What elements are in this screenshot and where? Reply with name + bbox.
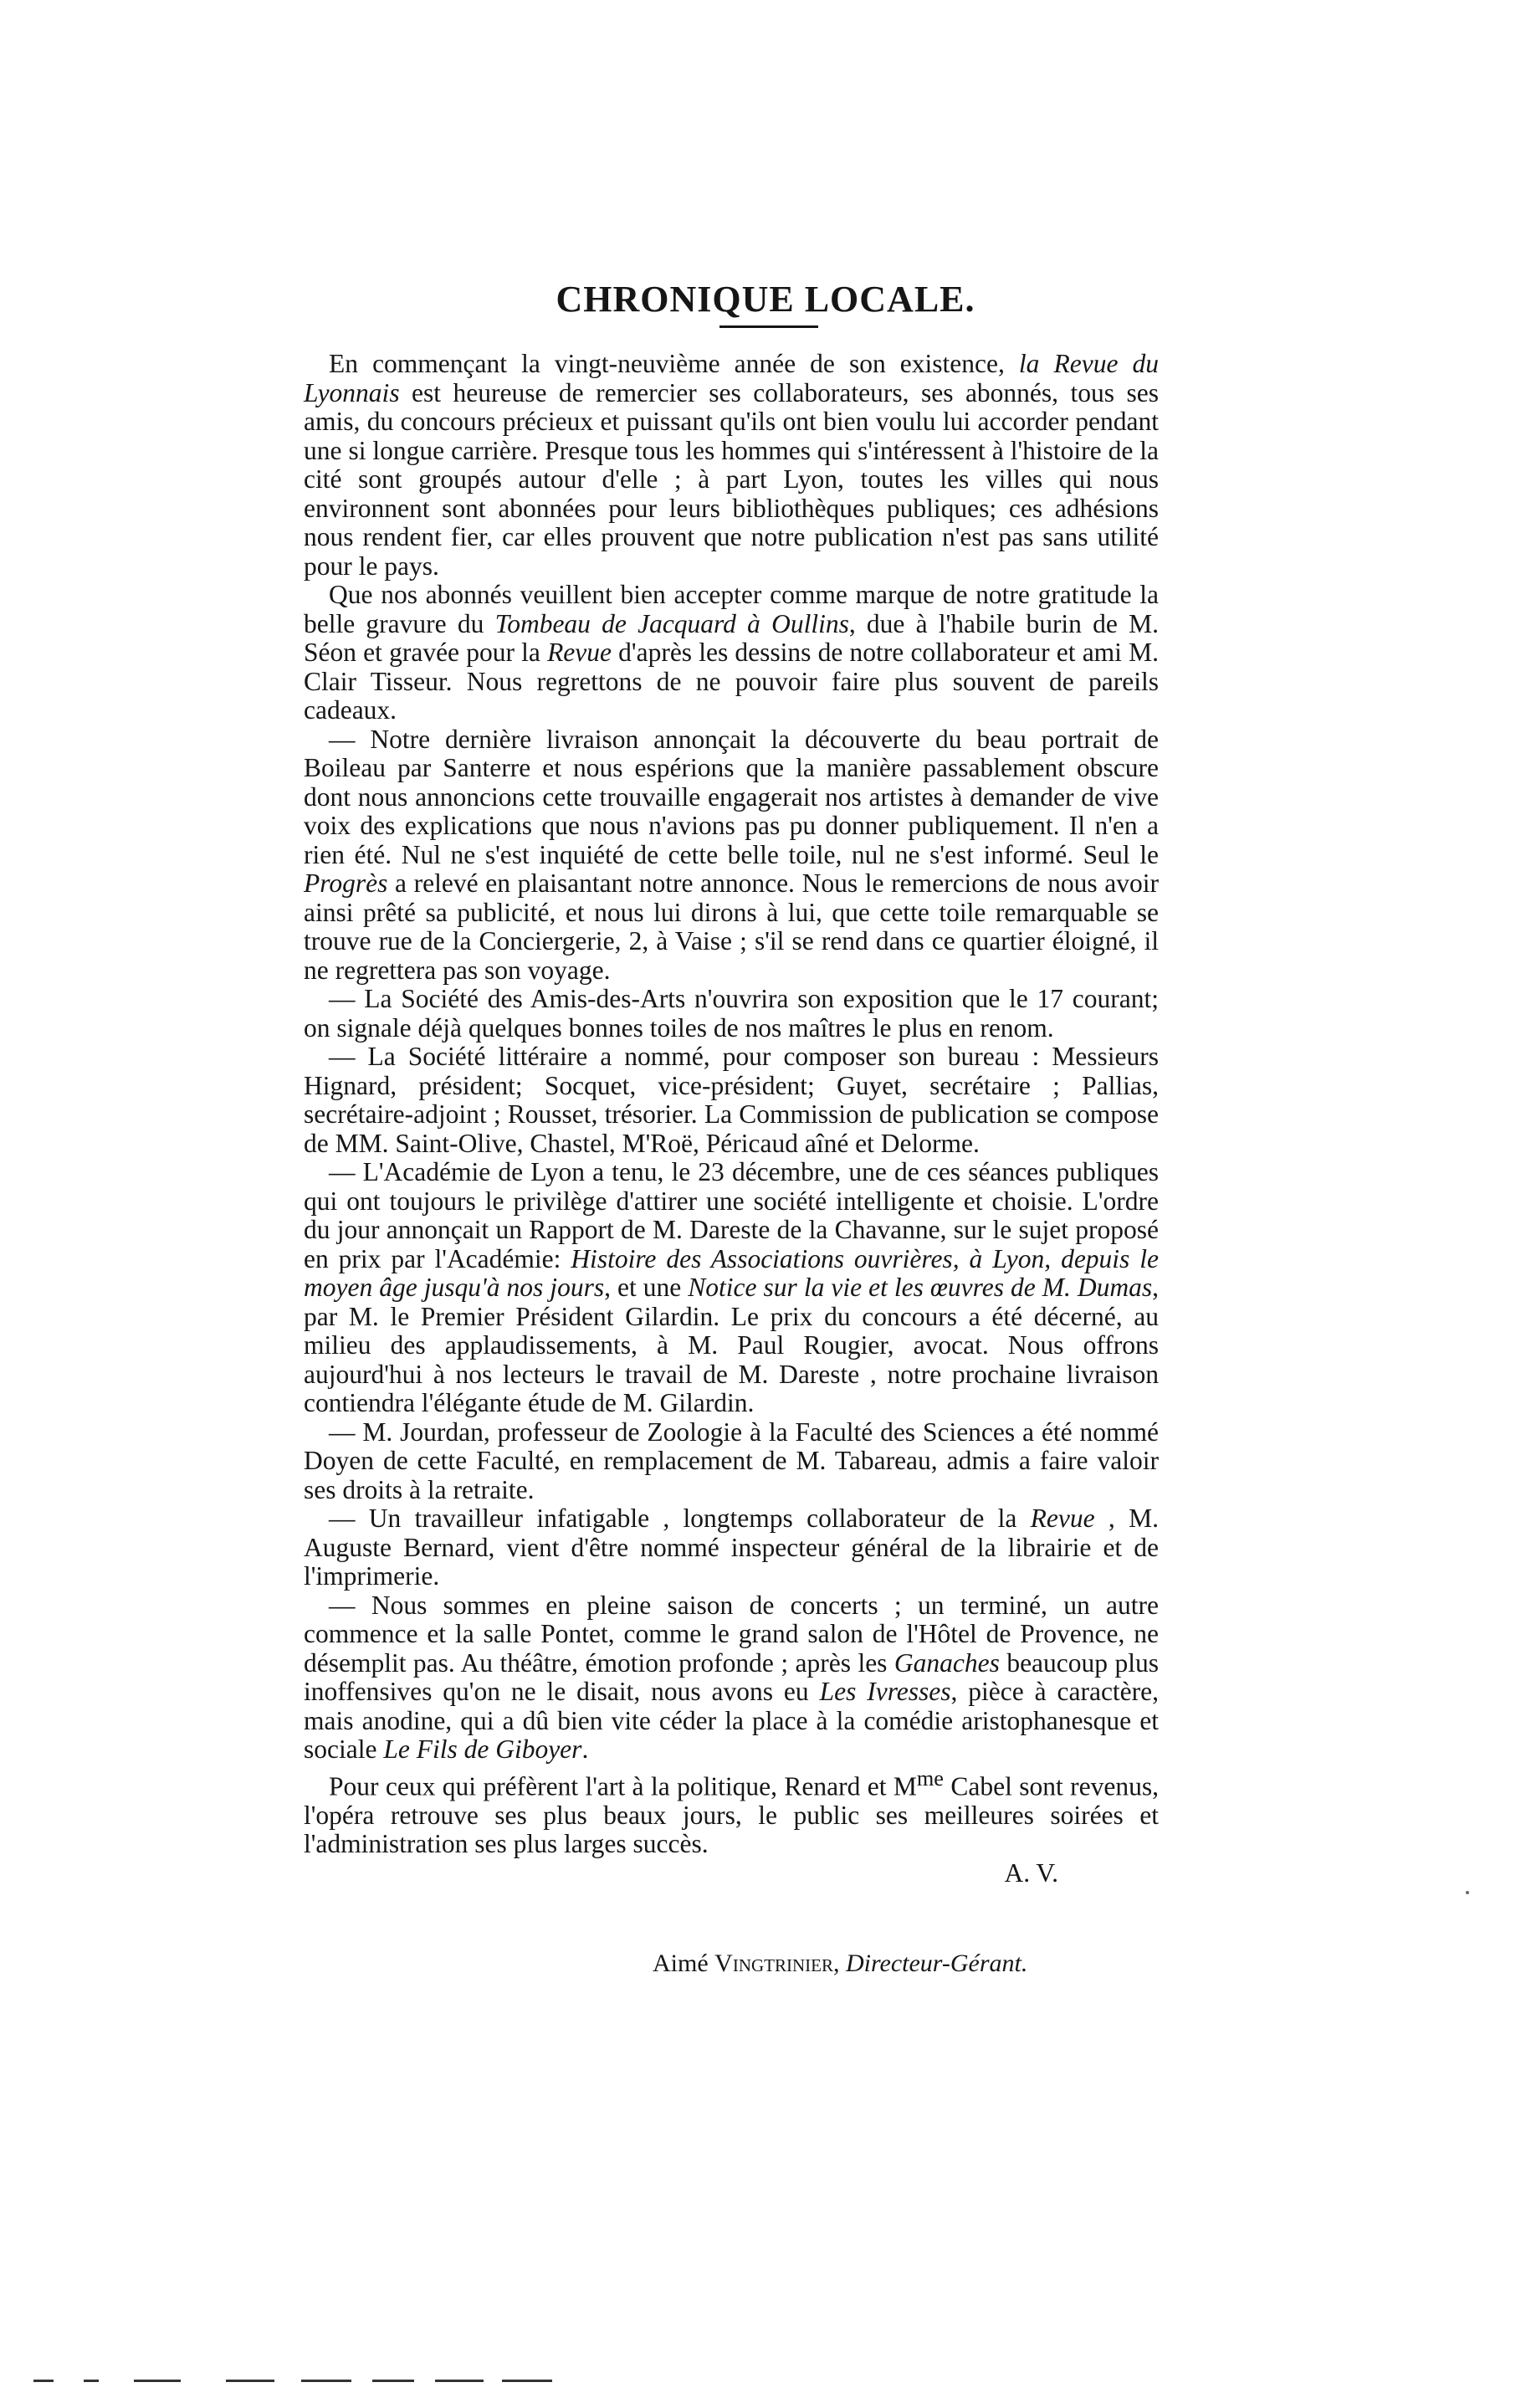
signature-role: Directeur-Gérant. [845,1949,1028,1977]
footer-dash [301,2380,351,2382]
paragraph: Pour ceux qui préfèrent l'art à la politique, Renard et $M^{me}$ Cabel sont revenus, l'opéra retrouve ses plus beaux jours, le public ses meilleures soirées et l'administration ses plus larges succès. [304,1765,1159,1858]
page-title: CHRONIQUE LOCALE. [556,279,975,320]
footer-dash [372,2380,414,2382]
stray-print-mark [1466,1891,1469,1894]
author-initials: A. V. [1004,1857,1058,1888]
paragraph: Que nos abonnés veuillent bien accepter comme marque de notre gratitude la belle gravure du Tombeau de Jacquard à Oullins, due à l'habile burin de M. Séon et gravée pour la Revue d'après les dessins de notre collaborateur et ami M. Clair Tisseur. Nous regrettons de ne pouvoir faire plus souvent de pareils cadeaux. [304,580,1159,725]
paragraph: — La Société littéraire a nommé, pour composer son bureau : Messieurs Hignard, président; Socquet, vice-président; Guyet, secrétaire ; Pallias, secrétaire-adjoint ; Rousset, trésorier. La Commission de publication se compose de MM. Saint-Olive, Chastel, M'Roë, Péricaud aîné et Delorme. [304,1042,1159,1158]
footer-dash [226,2380,274,2382]
paragraph: — Un travailleur infatigable , longtemps collaborateur de la Revue , M. Auguste Bernard, vient d'être nommé inspecteur général de la librairie et de l'imprimerie. [304,1504,1159,1591]
footer-dash [435,2380,484,2382]
footer-dash [33,2380,54,2382]
article-body [304,350,1159,1888]
signature-line [653,1949,1027,1978]
paragraph: — M. Jourdan, professeur de Zoologie à la Faculté des Sciences a été nommé Doyen de cette Faculté, en remplacement de M. Tabareau, admis a faire valoir ses droits à la retraite. [304,1417,1159,1504]
footer-dash [134,2380,181,2382]
paragraph: — Nous sommes en pleine saison de concerts ; un terminé, un autre commence et la salle Pontet, comme le grand salon de l'Hôtel de Provence, ne désemplit pas. Au théâtre, émotion profonde ; après les Ganaches beaucoup plus inoffensives qu'on ne le disait, nous avons eu Les Ivresses, pièce à caractère, mais anodine, qui a dû bien vite céder la place à la comédie aristophanesque et sociale Le Fils de Giboyer. [304,1590,1159,1764]
paragraph: — Notre dernière livraison annonçait la découverte du beau portrait de Boileau par Santerre et nous espérions que la manière passablement obscure dont nous annoncions cette trouvaille engagerait nos artistes à demander de vive voix des explications que nous n'avions pas pu donner publiquement. Il n'en a rien été. Nul ne s'est inquiété de cette belle toile, nul ne s'est informé. Seul le Progrès a relevé en plaisantant notre annonce. Nous le remercions de nous avoir ainsi prêté sa publicité, et nous lui dirons à lui, que cette toile remarquable se trouve rue de la Conciergerie, 2, à Vaise ; s'il se rend dans ce quartier éloigné, il ne regrettera pas son voyage. [304,724,1159,985]
footer-dash [84,2380,99,2382]
signature-last-name: Vingtrinier, [714,1949,840,1977]
paragraph: En commençant la vingt-neuvième année de son existence, la Revue du Lyonnais est heureuse de remercier ses collaborateurs, ses abonnés, tous ses amis, du concours précieux et puissant qu'ils ont bien voulu lui accorder pendant une si longue carrière. Presque tous les hommes qui s'intéressent à l'histoire de la cité sont groupés autour d'elle ; à part Lyon, toutes les villes qui nous environnent sont abonnées pour leurs bibliothèques publiques; ces adhésions nous rendent fier, car elles prouvent que notre publication n'est pas sans utilité pour le pays. [304,349,1160,581]
signature-first-name: Aimé [653,1949,709,1977]
footer-dash [502,2380,552,2382]
paragraph: — L'Académie de Lyon a tenu, le 23 décembre, une de ces séances publiques qui ont toujours le privilège d'attirer une société intelligente et choisie. L'ordre du jour annonçait un Rapport de M. Dareste de la Chavanne, sur le sujet proposé en prix par l'Académie: Histoire des Associations ouvrières, à Lyon, depuis le moyen âge jusqu'à nos jours, et une Notice sur la vie et les œuvres de M. Dumas, par M. le Premier Président Gilardin. Le prix du concours a été décerné, au milieu des applaudissements, à M. Paul Rougier, avocat. Nous offrons aujourd'hui à nos lecteurs le travail de M. Dareste , notre prochaine livraison contiendra l'élégante étude de M. Gilardin. [304,1157,1160,1417]
paragraph: — La Société des Amis-des-Arts n'ouvrira son exposition que le 17 courant; on signale déjà quelques bonnes toiles de nos maîtres le plus en renom. [304,984,1159,1043]
title-underline [719,325,818,328]
